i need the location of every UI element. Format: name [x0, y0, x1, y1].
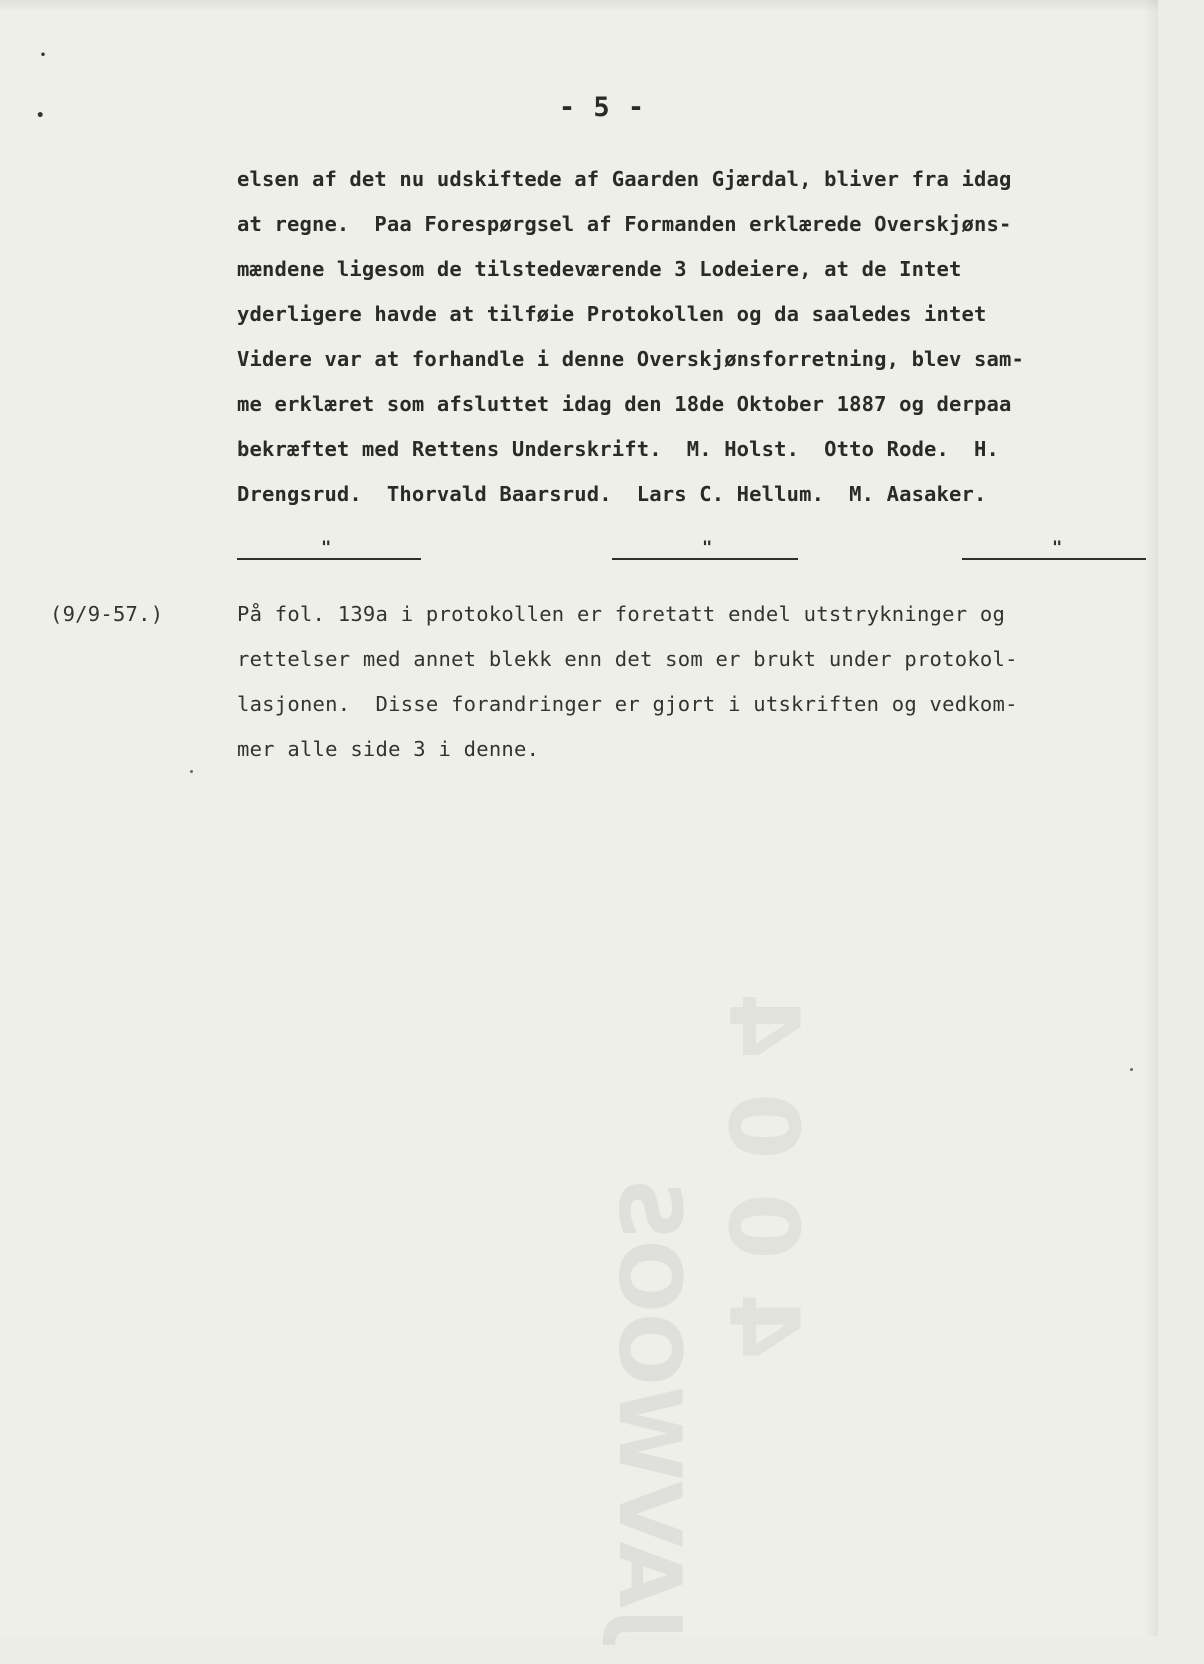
- ditto-mark-3: ": [1052, 538, 1063, 558]
- ditto-mark-1: ": [321, 538, 332, 558]
- body-line-1: elsen af det nu udskiftede af Gaarden Gjærdal, bliver fra idag: [237, 167, 1012, 191]
- note-line-3: lasjonen. Disse forandringer er gjort i utskriften og vedkom-: [237, 692, 1018, 716]
- note-line-1: På fol. 139a i protokollen er foretatt endel utstrykninger og: [237, 602, 1006, 626]
- body-line-3: mændene ligesom de tilstedeværende 3 Lodeiere, at de Intet: [237, 257, 962, 281]
- scan-top-shadow: [0, 0, 1158, 12]
- watermark-text-2: 4 0 0 4: [707, 992, 819, 1360]
- note-line-2: rettelser med annet blekk enn det som er brukt under protokol-: [237, 647, 1018, 671]
- note-line-4: mer alle side 3 i denne.: [237, 737, 540, 761]
- body-line-7: bekræftet med Rettens Underskrift. M. Holst. Otto Rode. H.: [237, 437, 1000, 461]
- page-number: - 5 -: [558, 92, 646, 123]
- body-line-4: yderligere havde at tilføie Protokollen og da saaledes intet: [237, 302, 987, 326]
- body-line-5: Videre var at forhandle i denne Overskjønsforretning, blev sam-: [237, 347, 1024, 371]
- body-line-8: Drengsrud. Thorvald Baarsrud. Lars C. Hellum. M. Aasaker.: [237, 482, 987, 506]
- ditto-mark-2: ": [702, 538, 713, 558]
- note-date: (9/9-57.): [50, 602, 164, 626]
- body-line-6: me erklæret som afsluttet idag den 18de Oktober 1887 og derpaa: [237, 392, 1012, 416]
- ditto-rule-2: [612, 558, 798, 560]
- margin-mark-top: •: [40, 50, 47, 61]
- bleed-through-watermark: [560, 560, 819, 1660]
- ditto-rule-3: [962, 558, 1146, 560]
- margin-mark-2: •: [36, 108, 45, 124]
- margin-dot-right: [1130, 1068, 1133, 1071]
- scan-edge-shadow: [1144, 0, 1158, 1636]
- body-line-2: at regne. Paa Forespørgsel af Formanden erklærede Overskjøns-: [237, 212, 1012, 236]
- ditto-rule-1: [237, 558, 421, 560]
- margin-dot: [190, 770, 193, 773]
- watermark-text-1: JAVWOOS: [599, 1177, 699, 1640]
